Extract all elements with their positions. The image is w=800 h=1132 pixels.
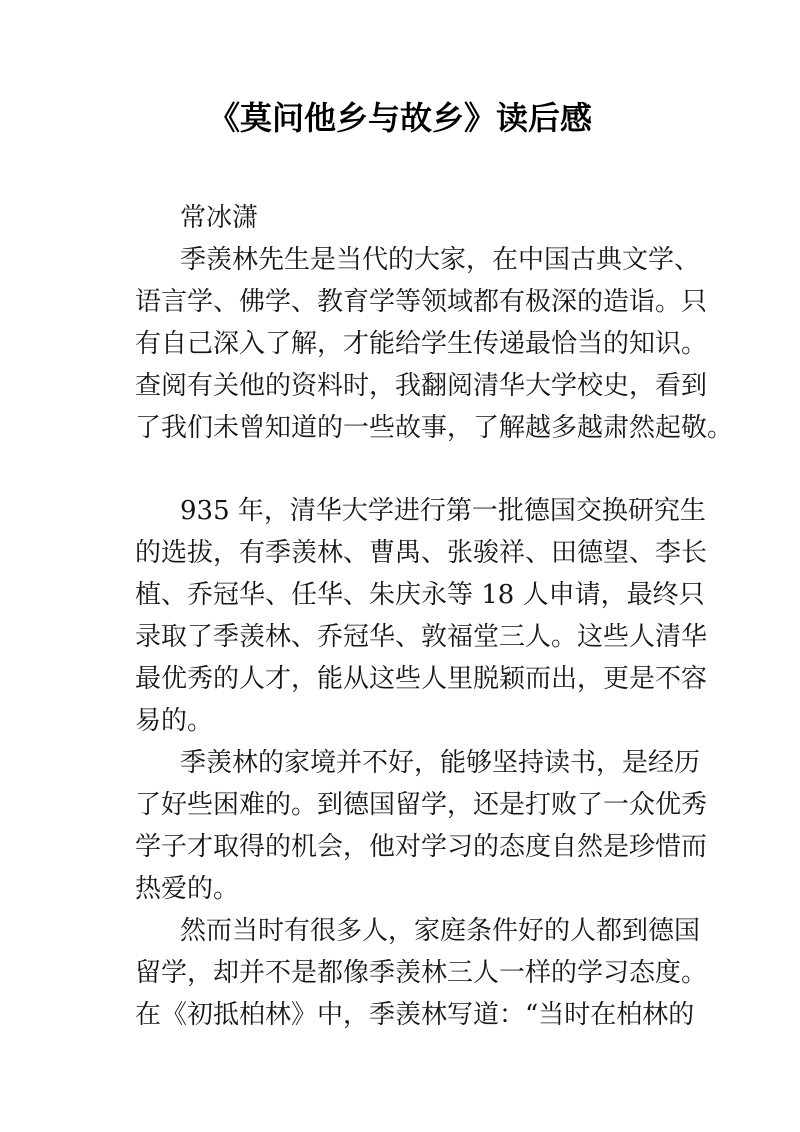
paragraph-line: 有自己深入了解，才能给学生传递最恰当的知识。	[135, 329, 708, 359]
paragraph-line: 最优秀的人才，能从这些人里脱颖而出，更是不容	[135, 664, 708, 694]
paragraph-line: 语言学、佛学、教育学等领域都有极深的造诣。只	[135, 287, 708, 317]
paragraph-line: 查阅有关他的资料时，我翻阅清华大学校史，看到	[135, 371, 708, 401]
paragraph-line: 留学，却并不是都像季羡林三人一样的学习态度。	[135, 958, 708, 988]
paragraph-line: 学子才取得的机会，他对学习的态度自然是珍惜而	[135, 832, 708, 862]
paragraph-line: 的选拔，有季羡林、曹禺、张骏祥、田德望、李长	[135, 538, 708, 568]
document-title: 《莫问他乡与故乡》读后感	[207, 99, 592, 137]
paragraph-line: 录取了季羡林、乔冠华、敦福堂三人。这些人清华	[135, 622, 708, 652]
paragraph-line: 植、乔冠华、任华、朱庆永等 18 人申请，最终只	[135, 580, 705, 610]
paragraph-line: 季羡林先生是当代的大家，在中国古典文学、	[180, 245, 701, 275]
author-name: 常冰潇	[180, 203, 259, 233]
paragraph-line: 易的。	[135, 706, 214, 736]
paragraph-line: 然而当时有很多人，家庭条件好的人都到德国	[180, 916, 701, 946]
paragraph-line: 季羡林的家境并不好，能够坚持读书，是经历	[180, 748, 701, 778]
paragraph-line: 在《初抵柏林》中，季羡林写道：“当时在柏林的	[135, 1000, 695, 1030]
paragraph-line: 935 年，清华大学进行第一批德国交换研究生	[180, 496, 706, 526]
paragraph-line: 了我们未曾知道的一些故事，了解越多越肃然起敬。	[135, 413, 734, 443]
paragraph-line: 了好些困难的。到德国留学，还是打败了一众优秀	[135, 790, 708, 820]
paragraph-line: 热爱的。	[135, 874, 240, 904]
